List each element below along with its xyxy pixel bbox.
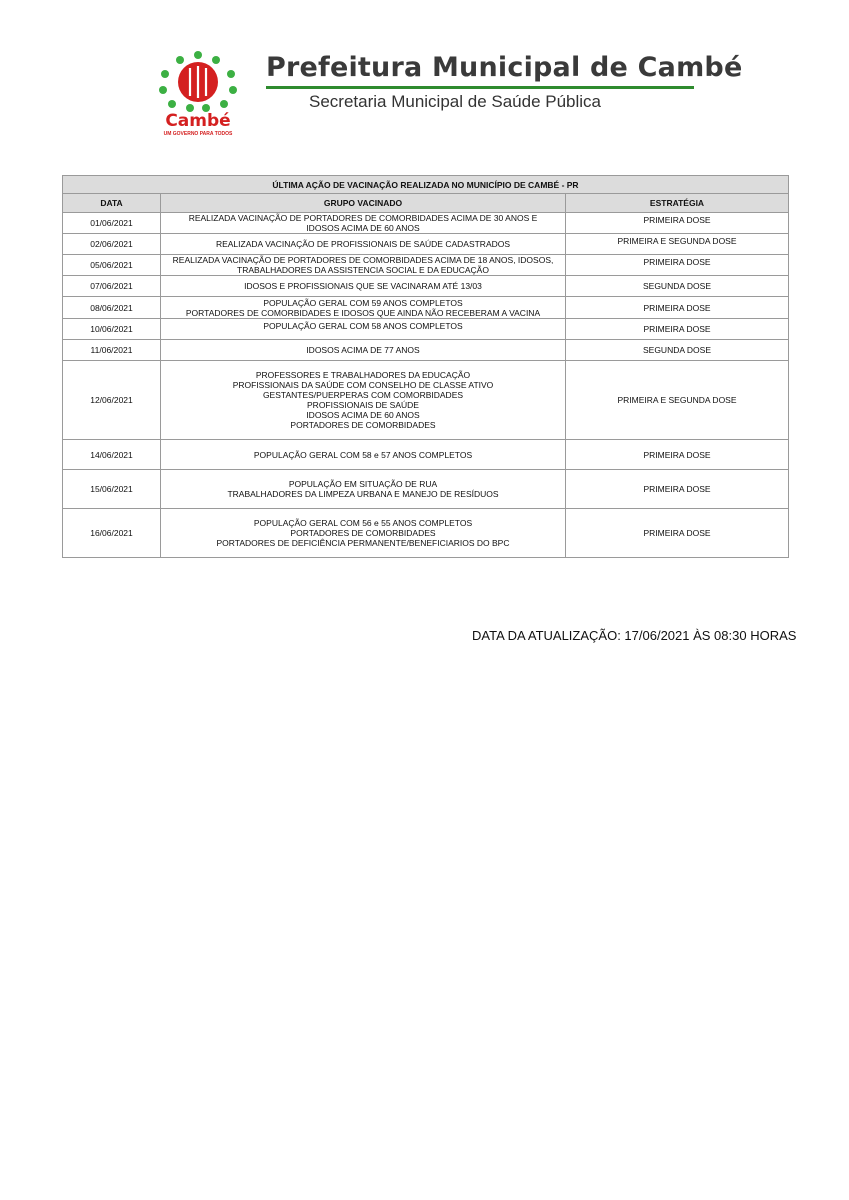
group-line: REALIZADA VACINAÇÃO DE PORTADORES DE COMORBIDADES ACIMA DE 30 ANOS E [188,213,538,223]
table-row [63,470,789,509]
group-line: IDOSOS ACIMA DE 77 ANOS [306,345,420,355]
group-line: POPULAÇÃO GERAL COM 59 ANOS COMPLETOS [263,297,463,308]
document-header [0,0,849,150]
cell-date: 15/06/2021 [63,470,161,509]
cell-group [161,276,566,297]
table-row [63,509,789,558]
cell-date: 11/06/2021 [63,340,161,361]
cell-strategy: PRIMEIRA DOSE [566,470,789,509]
group-line: PROFESSORES E TRABALHADORES DA EDUCAÇÃO [255,370,471,380]
cell-date: 12/06/2021 [63,361,161,440]
group-line: PORTADORES DE COMORBIDADES [290,528,436,538]
cell-strategy: PRIMEIRA DOSE [566,319,789,340]
group-line: IDOSOS ACIMA DE 60 ANOS [306,410,420,420]
group-line: TRABALHADORES DA LIMPEZA URBANA E MANEJO DE RESÍDUOS [227,489,499,499]
page-title: Prefeitura Municipal de Cambé [266,52,743,83]
cell-date: 14/06/2021 [63,440,161,470]
page-subtitle: Secretaria Municipal de Saúde Pública [309,92,602,111]
cell-group [161,470,566,509]
group-line: IDOSOS E PROFISSIONAIS QUE SE VACINARAM ATÉ 13/03 [244,281,482,291]
group-line: REALIZADA VACINAÇÃO DE PORTADORES DE COMORBIDADES ACIMA DE 18 ANOS, IDOSOS, [172,255,554,265]
group-line: REALIZADA VACINAÇÃO DE PROFISSIONAIS DE SAÚDE CADASTRADOS [215,239,511,249]
group-line: POPULAÇÃO GERAL COM 56 e 55 ANOS COMPLETOS [253,518,473,528]
cell-date: 02/06/2021 [63,234,161,255]
cell-group [161,319,566,340]
table-row [63,276,789,297]
group-line: IDOSOS ACIMA DE 60 ANOS [306,223,420,233]
vaccination-table [62,175,789,558]
cell-group [161,509,566,558]
table-row [63,297,789,319]
cell-group [161,440,566,470]
cell-group [161,255,566,276]
group-line: PORTADORES DE DEFICIÊNCIA PERMANENTE/BENEFICIARIOS DO BPC [216,538,510,548]
group-line: TRABALHADORES DA ASSISTENCIA SOCIAL E DA EDUCAÇÃO [237,265,489,275]
cell-group [161,340,566,361]
group-line: PROFISSIONAIS DA SAÚDE COM CONSELHO DE CLASSE ATIVO [232,380,494,390]
table-row [63,255,789,276]
group-line: GESTANTES/PUERPERAS COM COMORBIDADES [262,390,464,400]
column-header-data: DATA [63,194,161,213]
cell-group [161,234,566,255]
cell-strategy: PRIMEIRA DOSE [566,213,789,234]
group-line: POPULAÇÃO EM SITUAÇÃO DE RUA [288,479,438,489]
group-line: PROFISSIONAIS DE SAÚDE [307,400,419,410]
cell-group [161,213,566,234]
column-header-grupo: GRUPO VACINADO [161,194,566,213]
cell-strategy: SEGUNDA DOSE [566,276,789,297]
group-line: POPULAÇÃO GERAL COM 58 ANOS COMPLETOS [263,321,463,331]
table-title: ÚLTIMA AÇÃO DE VACINAÇÃO REALIZADA NO MUNICÍPIO DE CAMBÉ - PR [63,176,789,194]
cell-strategy: PRIMEIRA E SEGUNDA DOSE [566,361,789,440]
cell-strategy: SEGUNDA DOSE [566,340,789,361]
logo-text: Cambé [165,111,231,131]
group-line: PORTADORES DE COMORBIDADES E IDOSOS QUE AINDA NÃO RECEBERAM A VACINA [185,307,541,318]
table-row [63,361,789,440]
cell-date: 07/06/2021 [63,276,161,297]
title-rule [266,86,694,89]
cell-date: 10/06/2021 [63,319,161,340]
cell-strategy: PRIMEIRA DOSE [566,255,789,276]
cell-group [161,361,566,440]
group-line: PORTADORES DE COMORBIDADES [290,420,436,430]
cell-strategy: PRIMEIRA DOSE [566,440,789,470]
cell-date: 08/06/2021 [63,297,161,319]
cell-strategy: PRIMEIRA DOSE [566,297,789,319]
cell-group [161,297,566,319]
cell-strategy: PRIMEIRA E SEGUNDA DOSE [566,234,789,255]
table-row [63,440,789,470]
table-row [63,319,789,340]
update-timestamp: DATA DA ATUALIZAÇÃO: 17/06/2021 ÀS 08:30 HORAS [472,628,797,643]
table-row [63,234,789,255]
cell-date: 16/06/2021 [63,509,161,558]
cambe-logo [150,48,246,138]
column-header-estrategia: ESTRATÉGIA [566,194,789,213]
group-line: POPULAÇÃO GERAL COM 58 e 57 ANOS COMPLETOS [253,449,473,460]
logo-tagline: UM GOVERNO PARA TODOS [163,131,233,137]
table-row [63,213,789,234]
cell-date: 01/06/2021 [63,213,161,234]
cell-date: 05/06/2021 [63,255,161,276]
cell-strategy: PRIMEIRA DOSE [566,509,789,558]
table-row [63,340,789,361]
